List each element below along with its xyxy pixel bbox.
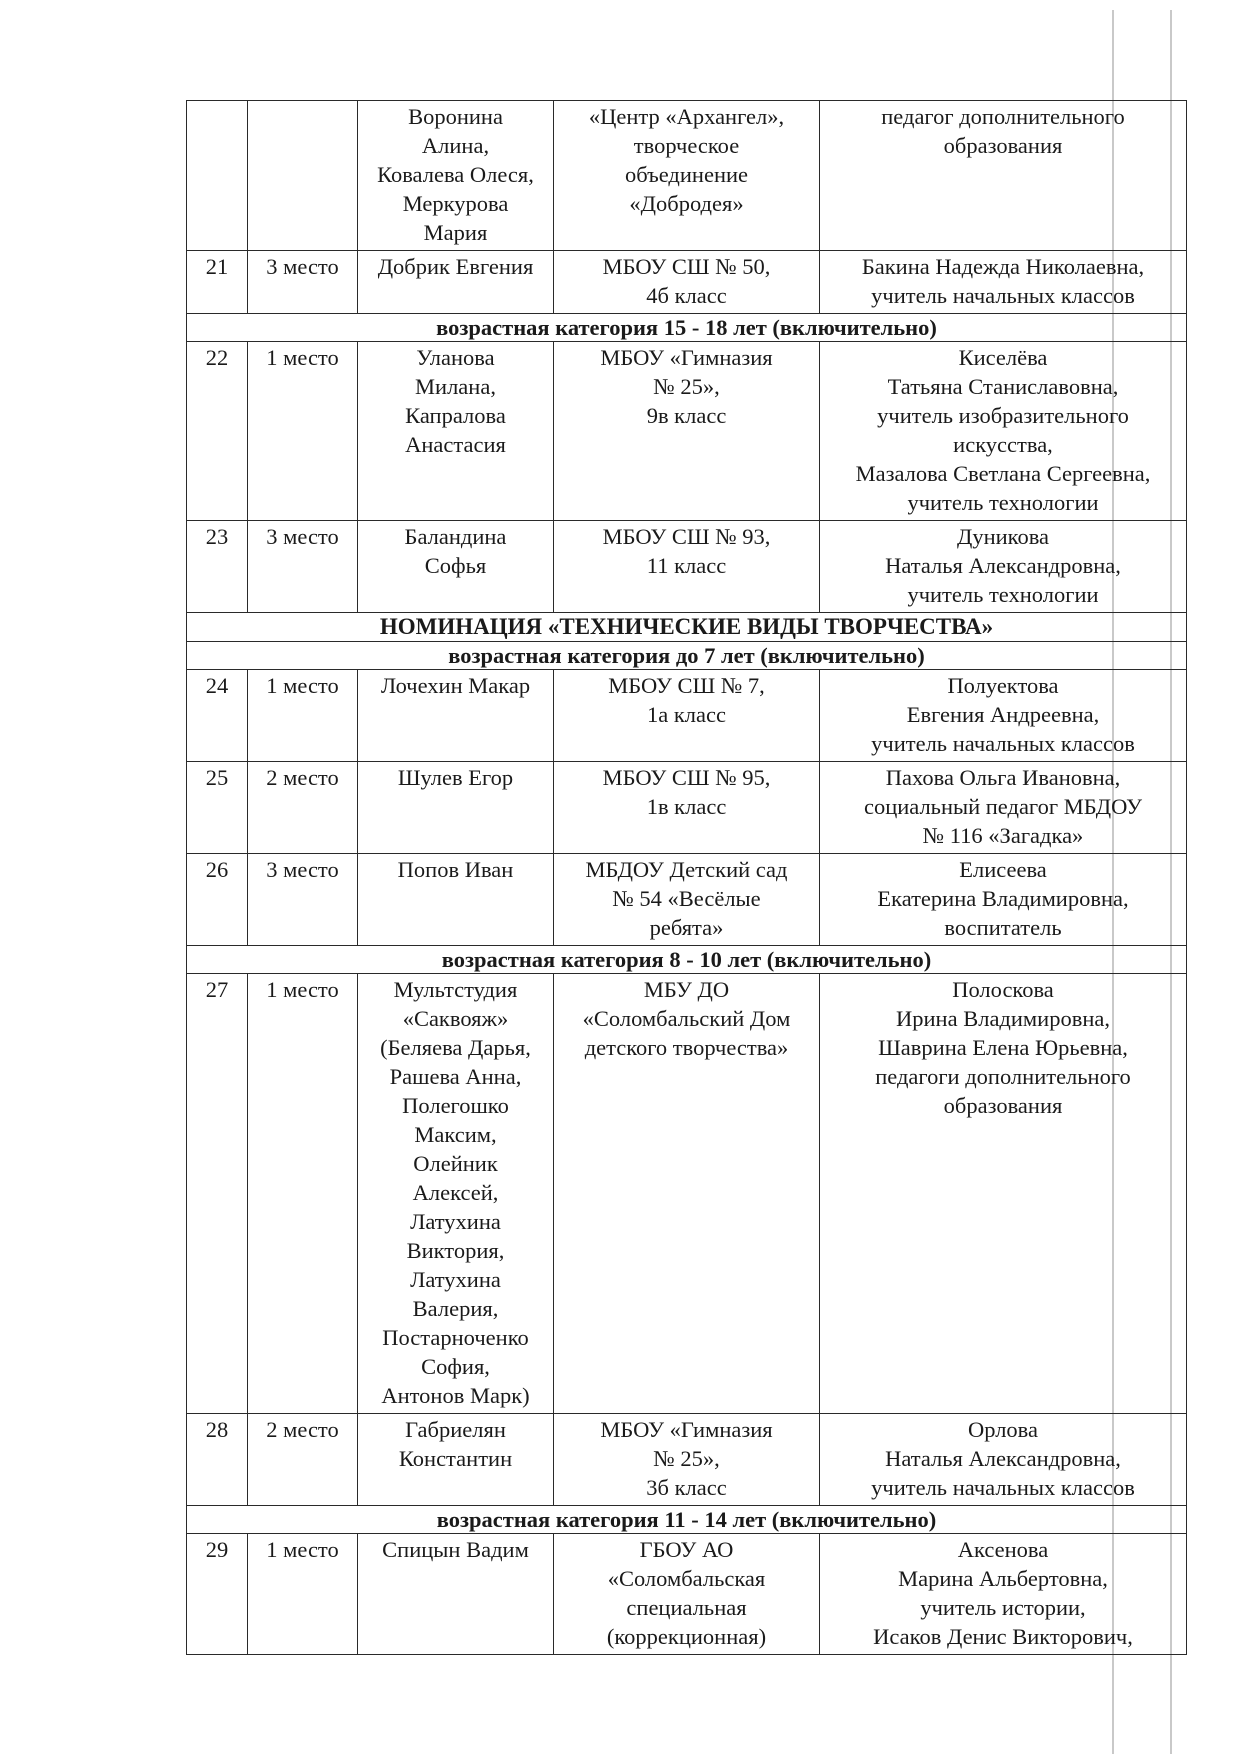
row-teacher: педагог дополнительного образования: [820, 101, 1187, 251]
table-row: [187, 342, 1187, 521]
row-participant: Спицын Вадим: [358, 1534, 554, 1655]
age-category-title: возрастная категория 11 - 14 лет (включительно): [187, 1506, 1187, 1534]
table-row: [187, 251, 1187, 314]
row-participant: Лочехин Макар: [358, 670, 554, 762]
row-teacher: Пахова Ольга Ивановна, социальный педагог МБДОУ № 116 «Загадка»: [820, 762, 1187, 854]
row-institution: МБОУ «Гимназия № 25», 9в класс: [554, 342, 820, 521]
row-number: 21: [187, 251, 248, 314]
nomination-header: [187, 613, 1187, 642]
row-place: 2 место: [248, 1414, 358, 1506]
row-number: 26: [187, 854, 248, 946]
row-institution: МБОУ СШ № 50, 4б класс: [554, 251, 820, 314]
row-teacher: Бакина Надежда Николаевна, учитель начальных классов: [820, 251, 1187, 314]
row-teacher: Аксенова Марина Альбертовна, учитель истории, Исаков Денис Викторович,: [820, 1534, 1187, 1655]
row-institution: ГБОУ АО «Соломбальская специальная (коррекционная): [554, 1534, 820, 1655]
row-institution: МБДОУ Детский сад № 54 «Весёлые ребята»: [554, 854, 820, 946]
age-category-header: [187, 946, 1187, 974]
row-teacher: Дуникова Наталья Александровна, учитель технологии: [820, 521, 1187, 613]
row-number: 27: [187, 974, 248, 1414]
row-number: 29: [187, 1534, 248, 1655]
row-teacher: Елисеева Екатерина Владимировна, воспитатель: [820, 854, 1187, 946]
row-place: 1 место: [248, 974, 358, 1414]
row-number: 28: [187, 1414, 248, 1506]
row-participant: Добрик Евгения: [358, 251, 554, 314]
age-category-header: [187, 1506, 1187, 1534]
age-category-header: [187, 642, 1187, 670]
row-number: [187, 101, 248, 251]
row-participant: Попов Иван: [358, 854, 554, 946]
row-place: 1 место: [248, 1534, 358, 1655]
awards-table: [186, 100, 1187, 1655]
row-participant: Шулев Егор: [358, 762, 554, 854]
row-participant: Габриелян Константин: [358, 1414, 554, 1506]
row-institution: МБОУ «Гимназия № 25», 3б класс: [554, 1414, 820, 1506]
row-place: 3 место: [248, 251, 358, 314]
row-teacher: Полуектова Евгения Андреевна, учитель начальных классов: [820, 670, 1187, 762]
age-category-header: [187, 314, 1187, 342]
row-place: [248, 101, 358, 251]
row-institution: МБОУ СШ № 93, 11 класс: [554, 521, 820, 613]
row-participant: Баландина Софья: [358, 521, 554, 613]
row-teacher: Киселёва Татьяна Станиславовна, учитель изобразительного искусства, Мазалова Светлана Сергеевна, учитель технологии: [820, 342, 1187, 521]
age-category-title: возрастная категория до 7 лет (включительно): [187, 642, 1187, 670]
table-row: [187, 974, 1187, 1414]
row-place: 3 место: [248, 854, 358, 946]
row-number: 22: [187, 342, 248, 521]
table-row: [187, 854, 1187, 946]
row-number: 25: [187, 762, 248, 854]
nomination-title: НОМИНАЦИЯ «ТЕХНИЧЕСКИЕ ВИДЫ ТВОРЧЕСТВА»: [187, 613, 1187, 642]
row-participant: Воронина Алина, Ковалева Олеся, Меркурова Мария: [358, 101, 554, 251]
row-teacher: Полоскова Ирина Владимировна, Шаврина Елена Юрьевна, педагоги дополнительного образования: [820, 974, 1187, 1414]
row-teacher: Орлова Наталья Александровна, учитель начальных классов: [820, 1414, 1187, 1506]
row-participant: Мультстудия «Саквояж» (Беляева Дарья, Рашева Анна, Полегошко Максим, Олейник Алексей, Латухина Виктория, Латухина Валерия, Постарноченко София, Антонов Марк): [358, 974, 554, 1414]
row-place: 1 место: [248, 670, 358, 762]
row-number: 24: [187, 670, 248, 762]
age-category-title: возрастная категория 15 - 18 лет (включительно): [187, 314, 1187, 342]
row-place: 2 место: [248, 762, 358, 854]
row-institution: МБОУ СШ № 7, 1а класс: [554, 670, 820, 762]
table-row: [187, 521, 1187, 613]
age-category-title: возрастная категория 8 - 10 лет (включительно): [187, 946, 1187, 974]
awards-table-body: [187, 101, 1187, 1655]
row-number: 23: [187, 521, 248, 613]
row-institution: «Центр «Архангел», творческое объединение «Добродея»: [554, 101, 820, 251]
row-place: 3 место: [248, 521, 358, 613]
row-place: 1 место: [248, 342, 358, 521]
table-row: [187, 1534, 1187, 1655]
table-row: [187, 1414, 1187, 1506]
row-institution: МБОУ СШ № 95, 1в класс: [554, 762, 820, 854]
row-institution: МБУ ДО «Соломбальский Дом детского творчества»: [554, 974, 820, 1414]
row-participant: Уланова Милана, Капралова Анастасия: [358, 342, 554, 521]
table-row: [187, 762, 1187, 854]
table-row: [187, 670, 1187, 762]
table-row: [187, 101, 1187, 251]
